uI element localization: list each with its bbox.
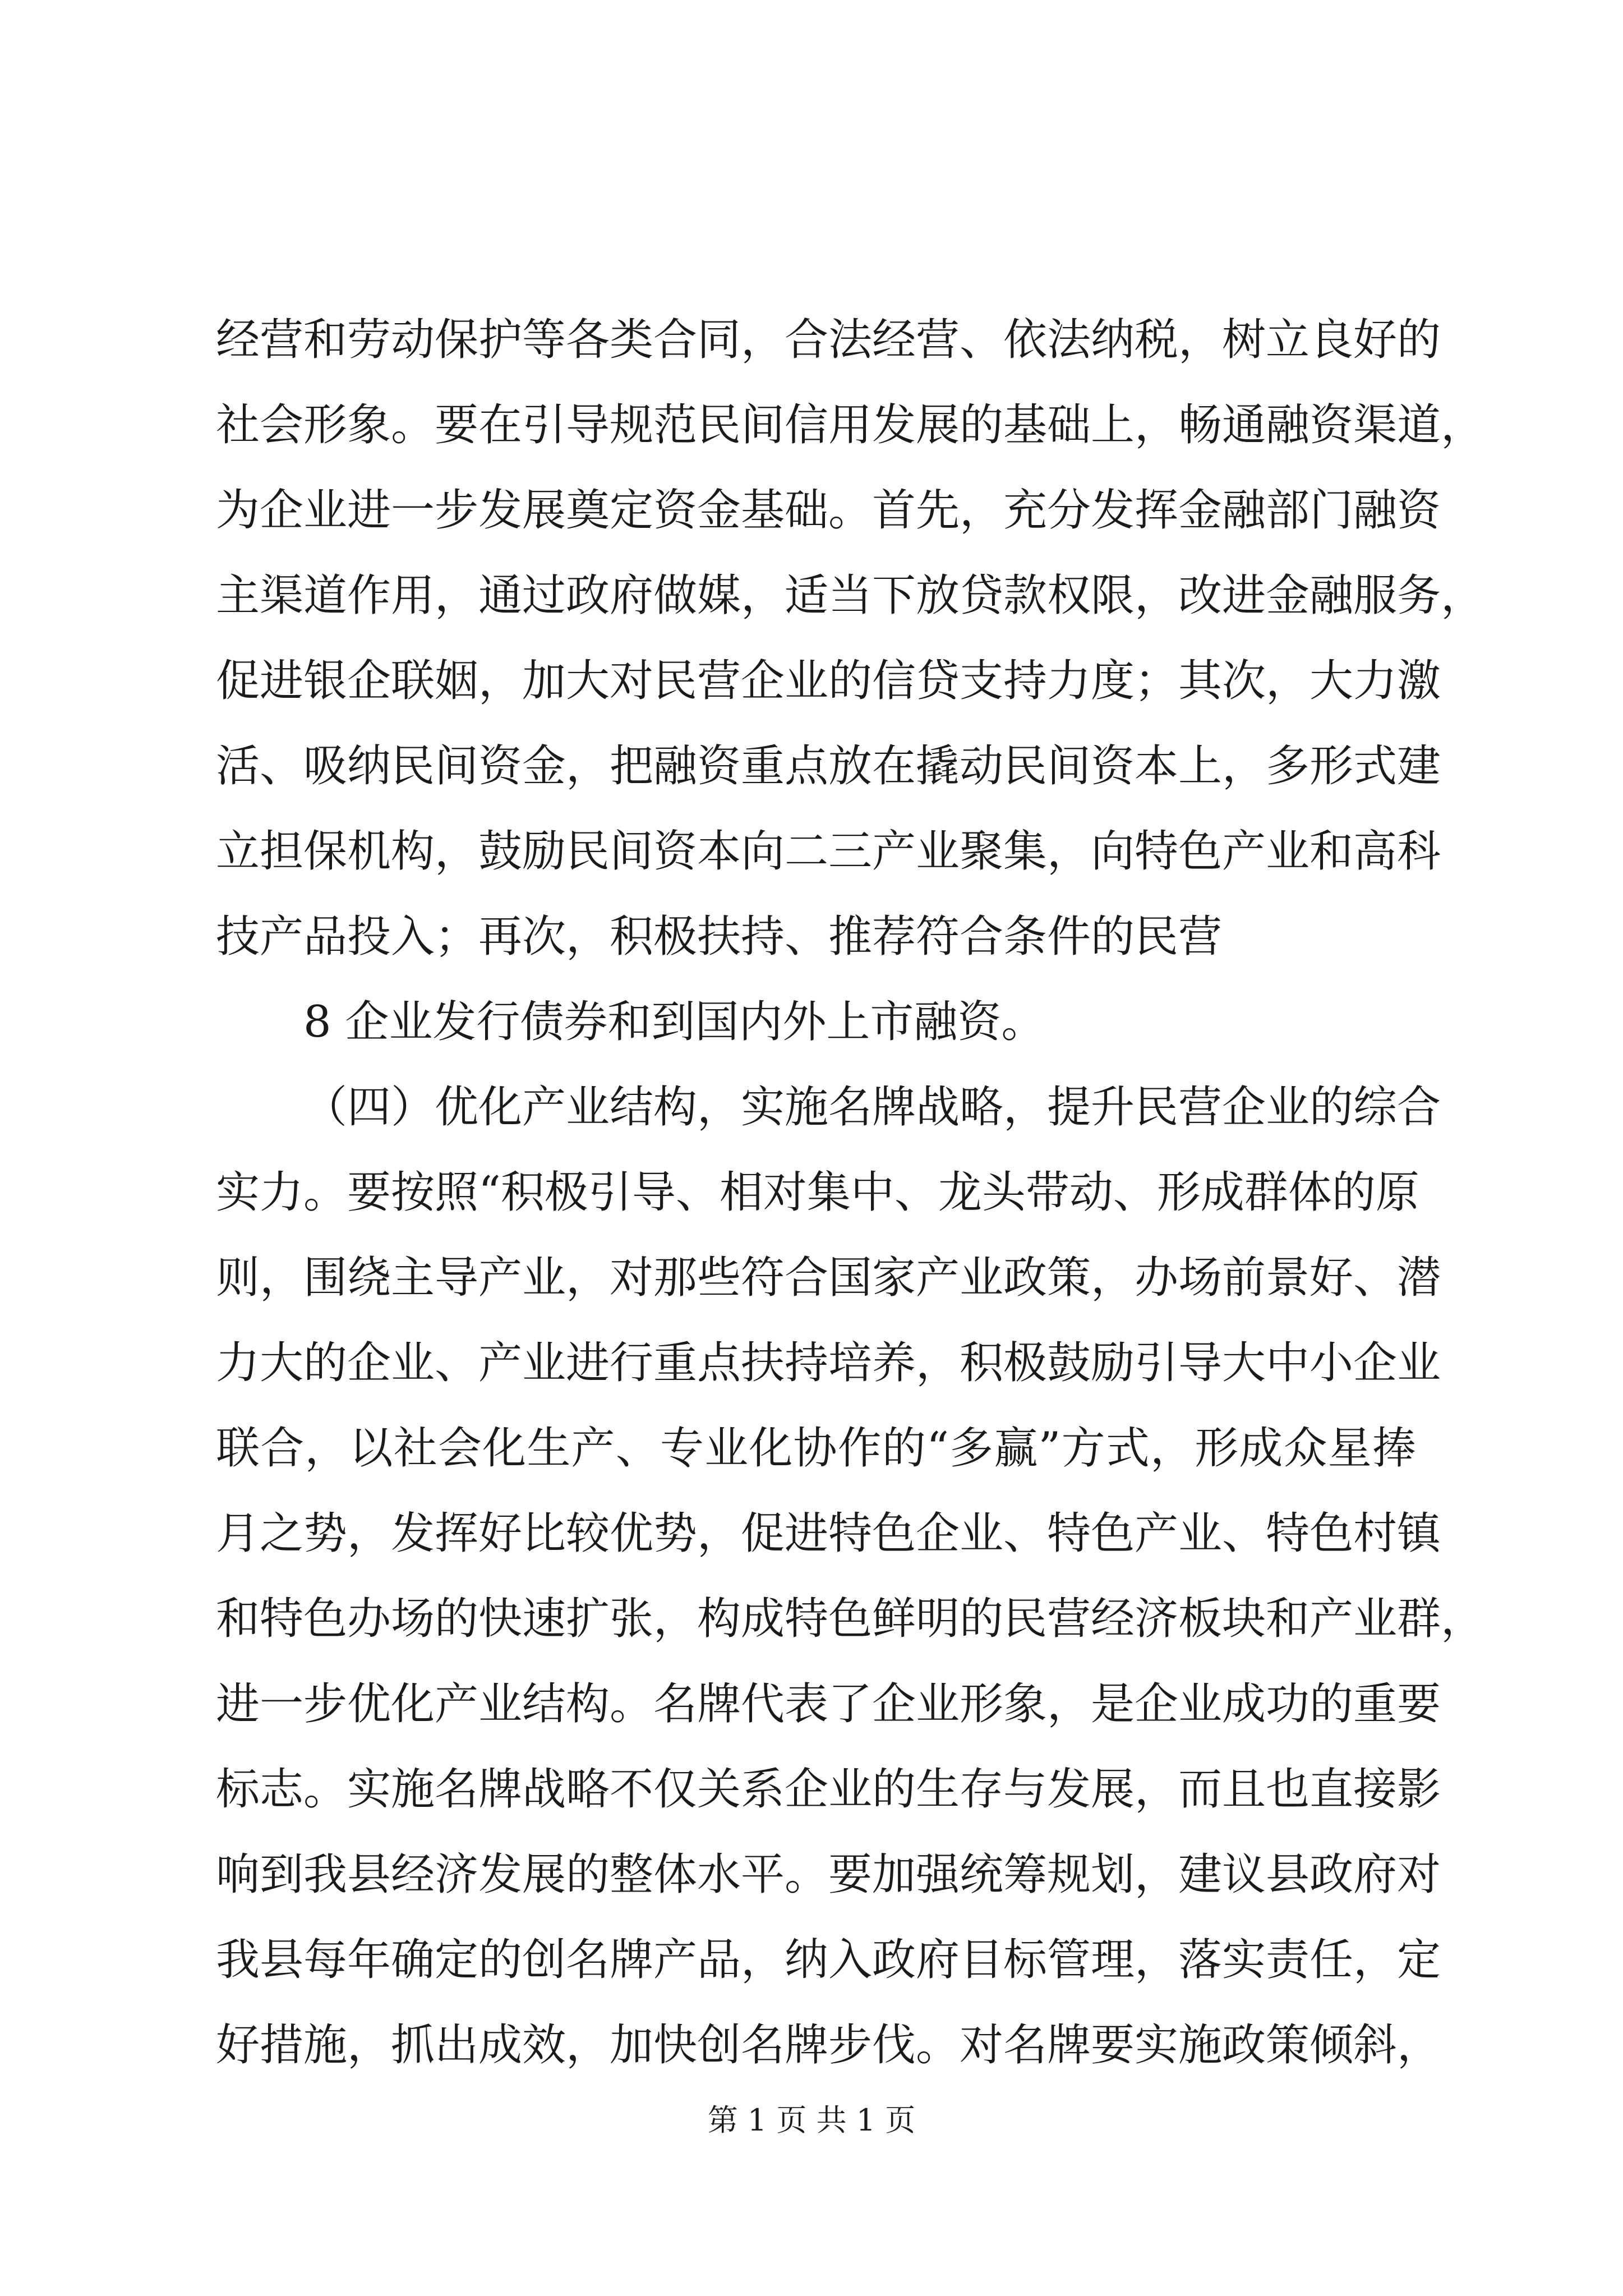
- text-line: 响到我县经济发展的整体水平。要加强统筹规划，建议县政府对: [216, 1849, 1441, 1900]
- text-line: 力大的企业、产业进行重点扶持培养，积极鼓励引导大中小企业: [216, 1338, 1441, 1388]
- section-heading-line: （四）优化产业结构，实施名牌战略，提升民营企业的综合: [303, 1082, 1441, 1133]
- text-line: 和特色办场的快速扩张，构成特色鲜明的民营经济板块和产业群，: [216, 1594, 1485, 1644]
- text-line: 实力。要按照“积极引导、相对集中、龙头带动、形成群体的原: [216, 1167, 1419, 1218]
- text-line: 则，围绕主导产业，对那些符合国家产业政策，办场前景好、潜: [216, 1253, 1441, 1303]
- text-line: 8 企业发行债券和到国内外上市融资。: [303, 997, 1045, 1047]
- text-line: 好措施，抓出成效，加快创名牌步伐。对名牌要实施政策倾斜，: [216, 2020, 1441, 2070]
- document-body: [216, 297, 1485, 2088]
- text-line: 活、吸纳民间资金，把融资重点放在撬动民间资本上，多形式建: [216, 741, 1441, 792]
- text-line: 促进银企联姻，加大对民营企业的信贷支持力度；其次，大力激: [216, 656, 1441, 706]
- page-footer: 第 1 页 共 1 页: [707, 2102, 916, 2138]
- text-line: 经营和劳动保护等各类合同，合法经营、依法纳税，树立良好的: [216, 315, 1441, 365]
- text-line: 技产品投入；再次，积极扶持、推荐符合条件的民营: [216, 912, 1223, 962]
- text-line: 标志。实施名牌战略不仅关系企业的生存与发展，而且也直接影: [216, 1764, 1441, 1815]
- text-line: 我县每年确定的创名牌产品，纳入政府目标管理，落实责任，定: [216, 1935, 1441, 1985]
- text-line: 主渠道作用，通过政府做媒，适当下放贷款权限，改进金融服务，: [216, 570, 1485, 621]
- text-line: 社会形象。要在引导规范民间信用发展的基础上，畅通融资渠道，: [216, 400, 1485, 450]
- text-line: 进一步优化产业结构。名牌代表了企业形象，是企业成功的重要: [216, 1679, 1441, 1729]
- text-line: 为企业进一步发展奠定资金基础。首先，充分发挥金融部门融资: [216, 485, 1441, 536]
- text-line: 立担保机构，鼓励民间资本向二三产业聚集，向特色产业和高科: [216, 826, 1441, 877]
- text-line: 联合，以社会化生产、专业化协作的“多赢”方式，形成众星捧: [216, 1423, 1416, 1474]
- text-line: 月之势，发挥好比较优势，促进特色企业、特色产业、特色村镇: [216, 1508, 1441, 1559]
